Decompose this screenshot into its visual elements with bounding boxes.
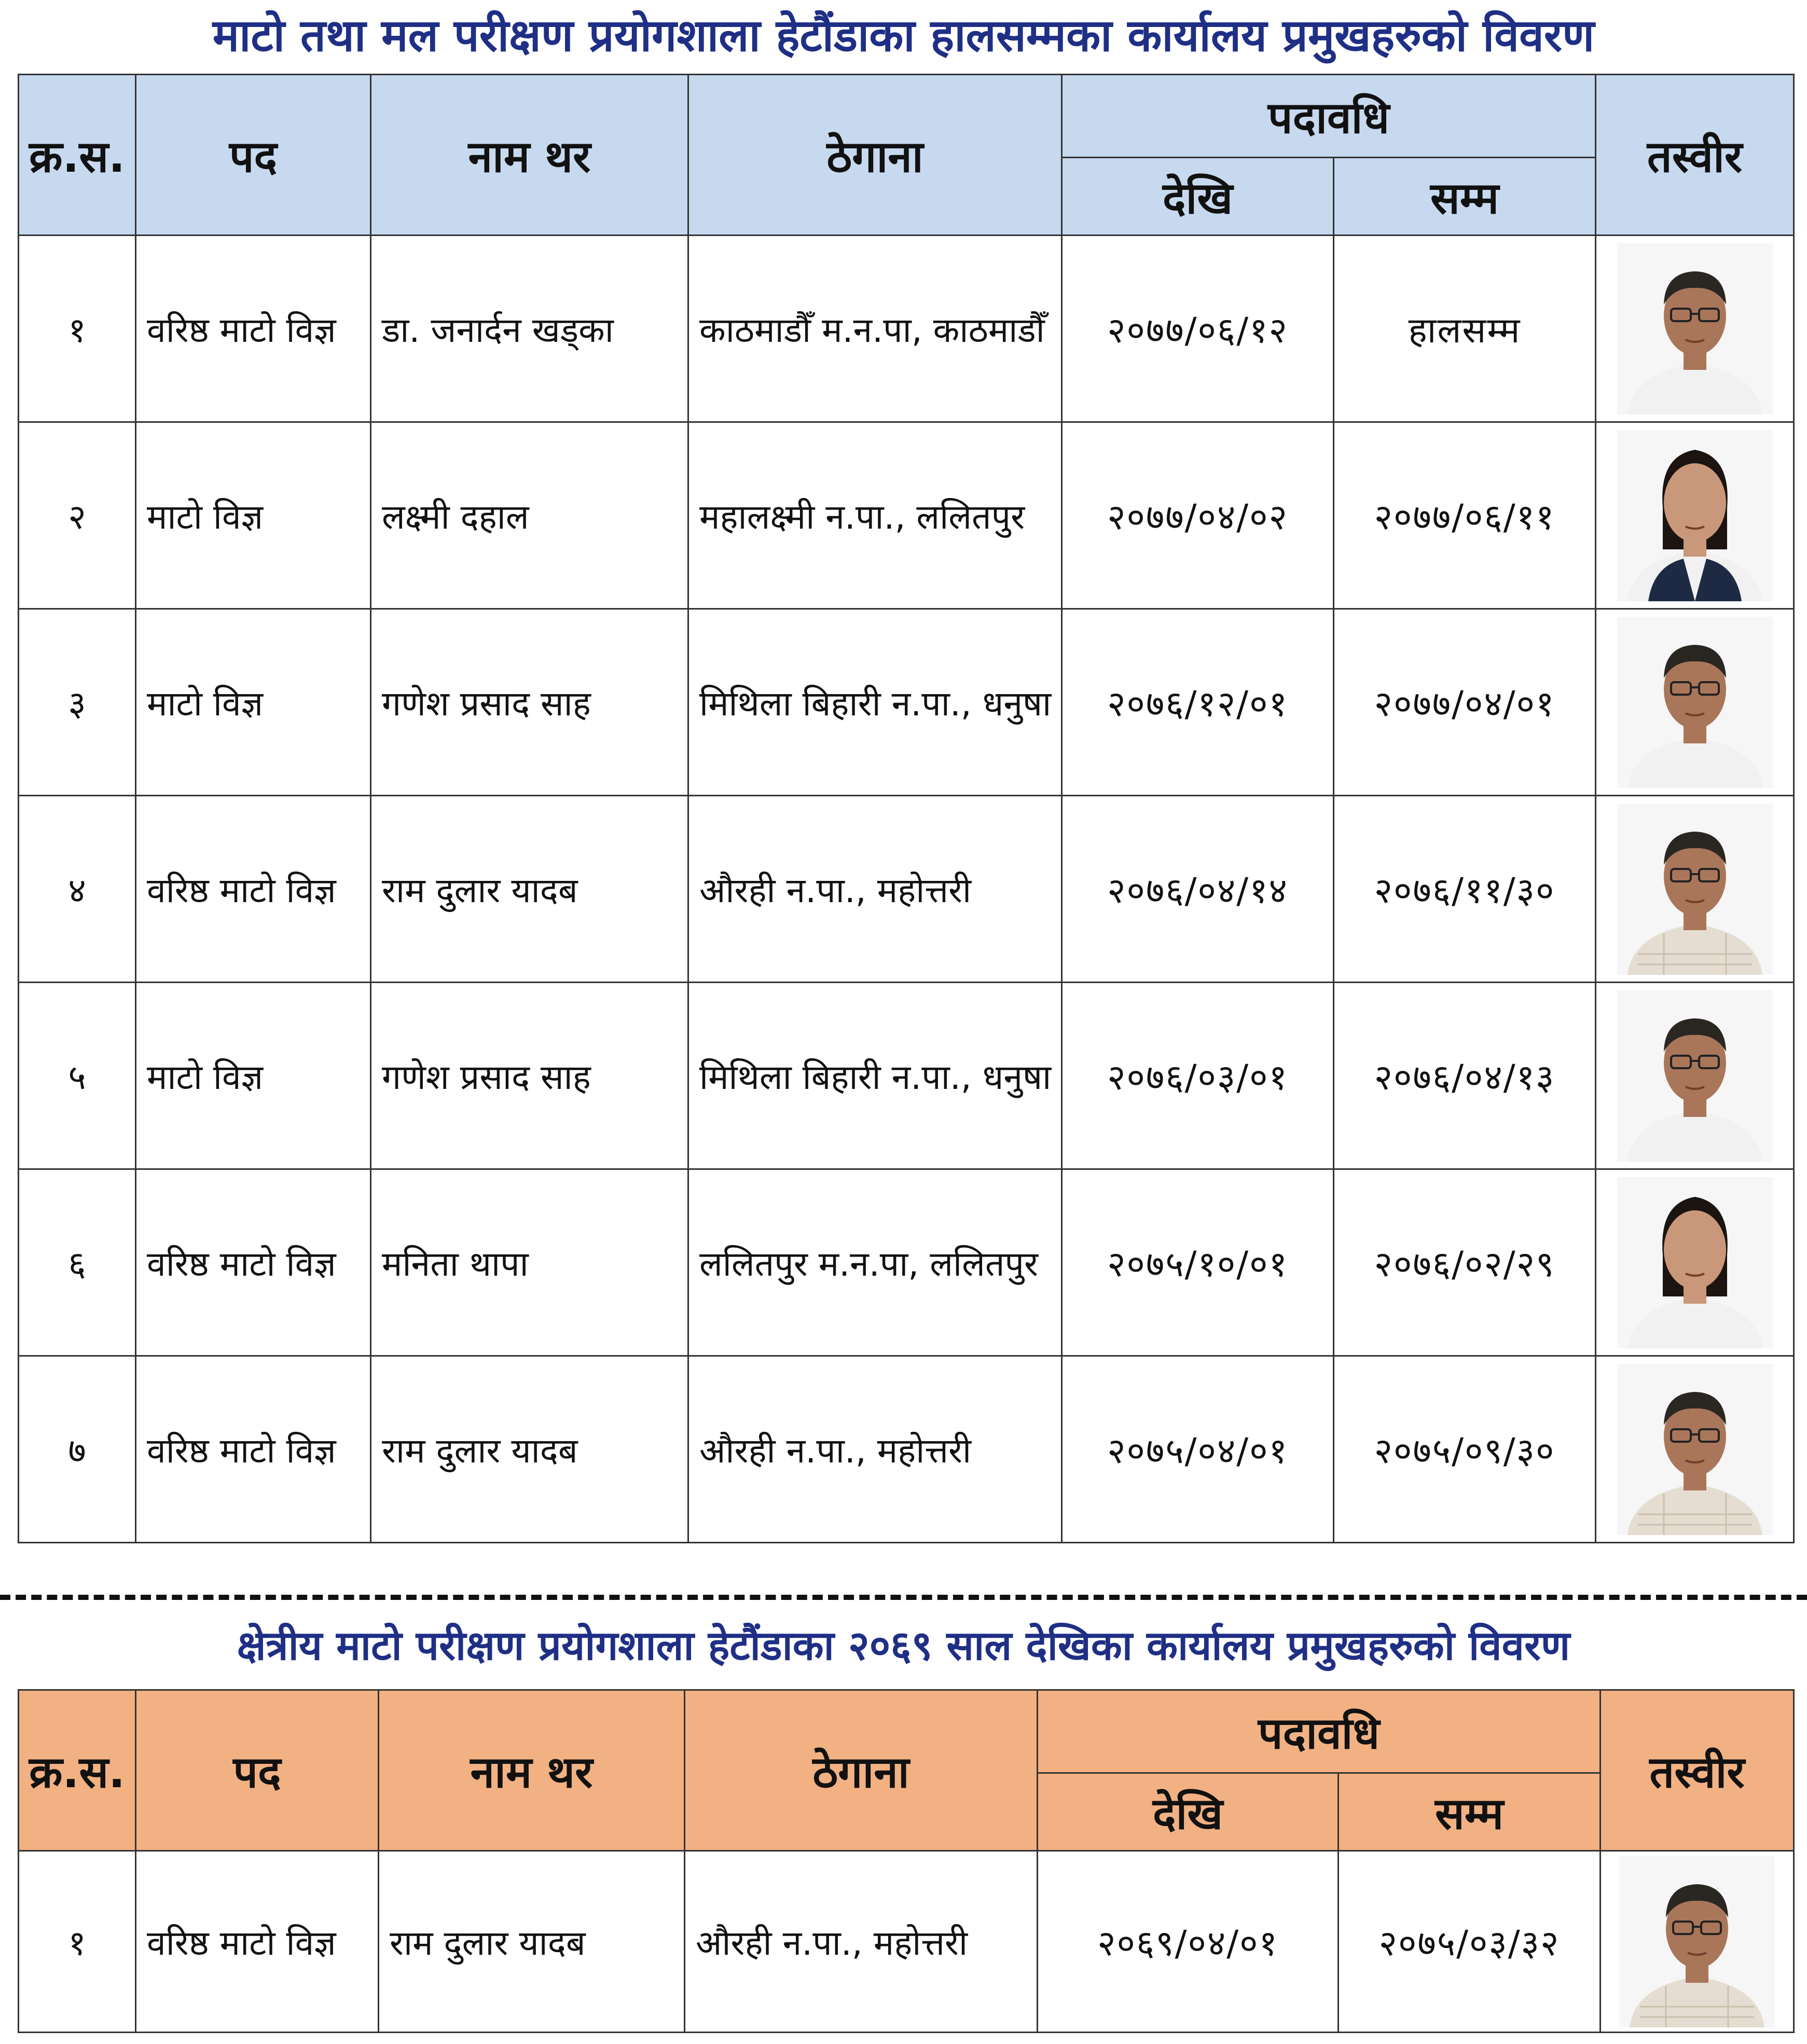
header-tenure: पदावधि	[1062, 75, 1596, 158]
name-cell: लक्ष्मी दहाल	[371, 422, 688, 609]
photo-cell	[1596, 983, 1794, 1169]
serial-number-cell: ४	[19, 796, 136, 983]
portrait-photo	[1617, 804, 1773, 975]
to-date-cell: २०७७/०४/०१	[1334, 609, 1596, 796]
header-name: नाम थर	[379, 1690, 685, 1851]
portrait-photo	[1617, 617, 1773, 788]
to-date-cell: २०७६/०४/१३	[1334, 983, 1596, 1169]
name-cell: गणेश प्रसाद साह	[371, 983, 688, 1169]
serial-number-cell: २	[19, 422, 136, 609]
photo-cell	[1596, 1356, 1794, 1543]
serial-number-cell: ६	[19, 1169, 136, 1356]
table-row	[19, 236, 1794, 422]
from-date-cell: २०७५/०४/०१	[1062, 1356, 1334, 1543]
address-cell: ललितपुर म.न.पा, ललितपुर	[688, 1169, 1062, 1356]
name-cell: राम दुलार यादब	[371, 1356, 688, 1543]
table-row	[19, 1169, 1794, 1356]
table-row	[19, 983, 1794, 1169]
post-cell: वरिष्ठ माटो विज्ञ	[136, 1851, 379, 2033]
table-row	[19, 796, 1794, 983]
address-cell: औरही न.पा., महोत्तरी	[685, 1851, 1038, 2033]
serial-number-cell: १	[19, 236, 136, 422]
name-cell: राम दुलार यादब	[379, 1851, 685, 2033]
from-date-cell: २०६९/०४/०१	[1038, 1851, 1339, 2033]
table-row	[19, 1851, 1794, 2033]
post-cell: माटो विज्ञ	[136, 422, 371, 609]
header-photo: तस्वीर	[1596, 75, 1794, 236]
to-date-cell: हालसम्म	[1334, 236, 1596, 422]
photo-cell	[1596, 236, 1794, 422]
from-date-cell: २०७५/१०/०१	[1062, 1169, 1334, 1356]
header-sn: क्र.स.	[19, 75, 136, 236]
post-cell: वरिष्ठ माटो विज्ञ	[136, 1356, 371, 1543]
to-date-cell: २०७६/११/३०	[1334, 796, 1596, 983]
table-row	[19, 609, 1794, 796]
name-cell: गणेश प्रसाद साह	[371, 609, 688, 796]
name-cell: राम दुलार यादब	[371, 796, 688, 983]
portrait-photo	[1617, 1177, 1773, 1348]
section-title: क्षेत्रीय माटो परीक्षण प्रयोगशाला हेटौंडाका २०६९ साल देखिका कार्यालय प्रमुखहरुको विवरण	[237, 1623, 1570, 1669]
photo-cell	[1596, 609, 1794, 796]
serial-number-cell: ३	[19, 609, 136, 796]
header-post: पद	[136, 1690, 379, 1851]
post-cell: वरिष्ठ माटो विज्ञ	[136, 796, 371, 983]
from-date-cell: २०७६/१२/०१	[1062, 609, 1334, 796]
office-heads-table	[18, 74, 1795, 1543]
from-date-cell: २०७७/०६/१२	[1062, 236, 1334, 422]
to-date-cell: २०७५/०९/३०	[1334, 1356, 1596, 1543]
header-sn: क्र.स.	[19, 1690, 136, 1851]
photo-cell	[1601, 1851, 1794, 2033]
address-cell: काठमाडौँ म.न.पा, काठमाडौँ	[688, 236, 1062, 422]
portrait-photo	[1617, 243, 1773, 415]
portrait-photo	[1617, 1364, 1773, 1535]
portrait-photo	[1617, 430, 1773, 601]
address-cell: मिथिला बिहारी न.पा., धनुषा	[688, 983, 1062, 1169]
to-date-cell: २०७६/०२/२९	[1334, 1169, 1596, 1356]
header-to: सम्म	[1339, 1773, 1601, 1851]
header-name: नाम थर	[371, 75, 688, 236]
header-to: सम्म	[1334, 158, 1596, 236]
post-cell: वरिष्ठ माटो विज्ञ	[136, 236, 371, 422]
from-date-cell: २०७६/०४/१४	[1062, 796, 1334, 983]
to-date-cell: २०७७/०६/११	[1334, 422, 1596, 609]
regional-heads-table	[18, 1689, 1795, 2033]
serial-number-cell: ७	[19, 1356, 136, 1543]
name-cell: मनिता थापा	[371, 1169, 688, 1356]
header-from: देखि	[1038, 1773, 1339, 1851]
serial-number-cell: १	[19, 1851, 136, 2033]
to-date-cell: २०७५/०३/३२	[1339, 1851, 1601, 2033]
address-cell: महालक्ष्मी न.पा., ललितपुर	[688, 422, 1062, 609]
post-cell: माटो विज्ञ	[136, 609, 371, 796]
address-cell: औरही न.पा., महोत्तरी	[688, 1356, 1062, 1543]
from-date-cell: २०७६/०३/०१	[1062, 983, 1334, 1169]
name-cell: डा. जनार्दन खड्का	[371, 236, 688, 422]
header-address: ठेगाना	[685, 1690, 1038, 1851]
portrait-photo	[1619, 1856, 1775, 2027]
address-cell: मिथिला बिहारी न.पा., धनुषा	[688, 609, 1062, 796]
photo-cell	[1596, 796, 1794, 983]
post-cell: वरिष्ठ माटो विज्ञ	[136, 1169, 371, 1356]
header-from: देखि	[1062, 158, 1334, 236]
header-post: पद	[136, 75, 371, 236]
table-body	[19, 1851, 1794, 2033]
serial-number-cell: ५	[19, 983, 136, 1169]
header-tenure: पदावधि	[1038, 1690, 1601, 1773]
portrait-photo	[1617, 990, 1773, 1162]
photo-cell	[1596, 1169, 1794, 1356]
header-address: ठेगाना	[688, 75, 1062, 236]
dashed-divider	[0, 1595, 1807, 1600]
table-row	[19, 1356, 1794, 1543]
from-date-cell: २०७७/०४/०२	[1062, 422, 1334, 609]
photo-cell	[1596, 422, 1794, 609]
table-body	[19, 236, 1794, 1543]
page-title: माटो तथा मल परीक्षण प्रयोगशाला हेटौंडाका हालसम्मका कार्यालय प्रमुखहरुको विवरण	[212, 10, 1595, 62]
post-cell: माटो विज्ञ	[136, 983, 371, 1169]
table-row	[19, 422, 1794, 609]
address-cell: औरही न.पा., महोत्तरी	[688, 796, 1062, 983]
header-photo: तस्वीर	[1601, 1690, 1794, 1851]
